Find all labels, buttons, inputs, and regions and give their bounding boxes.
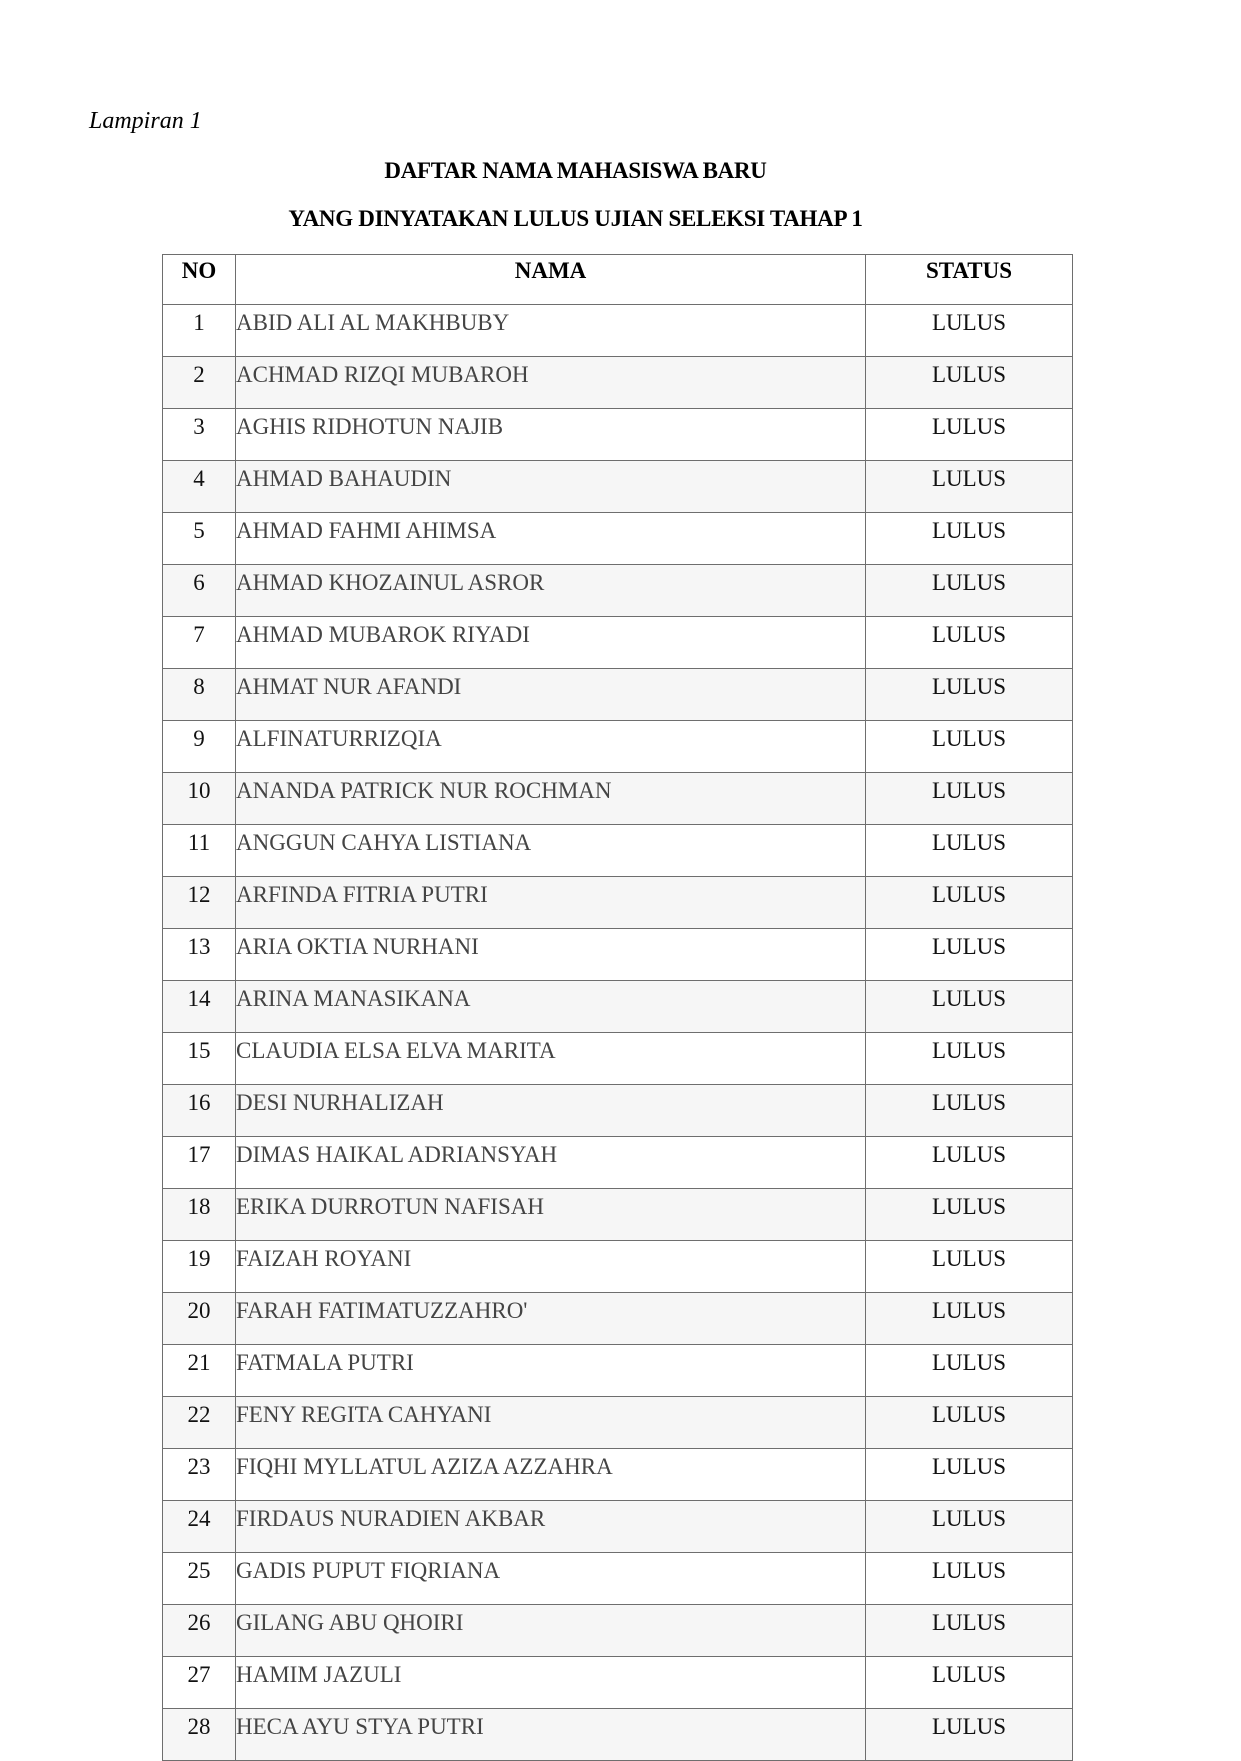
row-number: 16	[163, 1085, 236, 1137]
row-number: 1	[163, 305, 236, 357]
table-row	[163, 877, 1073, 929]
table-row	[163, 1605, 1073, 1657]
student-name: HAMIM JAZULI	[236, 1657, 866, 1709]
student-name: FARAH FATIMATUZZAHRO'	[236, 1293, 866, 1345]
status-cell: LULUS	[866, 409, 1073, 461]
table-row	[163, 1189, 1073, 1241]
status-cell: LULUS	[866, 877, 1073, 929]
table-row	[163, 1033, 1073, 1085]
student-name: GADIS PUPUT FIQRIANA	[236, 1553, 866, 1605]
status-cell: LULUS	[866, 1137, 1073, 1189]
table-row	[163, 1241, 1073, 1293]
table-row	[163, 773, 1073, 825]
status-cell: LULUS	[866, 1709, 1073, 1761]
table-row	[163, 1137, 1073, 1189]
row-number: 13	[163, 929, 236, 981]
row-number: 19	[163, 1241, 236, 1293]
student-name: FAIZAH ROYANI	[236, 1241, 866, 1293]
status-cell: LULUS	[866, 1189, 1073, 1241]
student-name: FATMALA PUTRI	[236, 1345, 866, 1397]
table-body	[163, 305, 1073, 1761]
status-cell: LULUS	[866, 1449, 1073, 1501]
student-name: DIMAS HAIKAL ADRIANSYAH	[236, 1137, 866, 1189]
row-number: 9	[163, 721, 236, 773]
status-cell: LULUS	[866, 1553, 1073, 1605]
table-row	[163, 1293, 1073, 1345]
status-cell: LULUS	[866, 1293, 1073, 1345]
table-row	[163, 1085, 1073, 1137]
student-name: AHMAD FAHMI AHIMSA	[236, 513, 866, 565]
row-number: 18	[163, 1189, 236, 1241]
appendix-label: Lampiran 1	[89, 108, 202, 134]
status-cell: LULUS	[866, 825, 1073, 877]
table-row	[163, 1449, 1073, 1501]
table-row	[163, 669, 1073, 721]
student-name: ACHMAD RIZQI MUBAROH	[236, 357, 866, 409]
status-cell: LULUS	[866, 1085, 1073, 1137]
status-cell: LULUS	[866, 1345, 1073, 1397]
status-cell: LULUS	[866, 669, 1073, 721]
student-name: DESI NURHALIZAH	[236, 1085, 866, 1137]
student-name: ANGGUN CAHYA LISTIANA	[236, 825, 866, 877]
student-name: ABID ALI AL MAKHBUBY	[236, 305, 866, 357]
student-name: HECA AYU STYA PUTRI	[236, 1709, 866, 1761]
table-row	[163, 565, 1073, 617]
table-row	[163, 1709, 1073, 1761]
row-number: 3	[163, 409, 236, 461]
table-row	[163, 1553, 1073, 1605]
row-number: 17	[163, 1137, 236, 1189]
status-cell: LULUS	[866, 565, 1073, 617]
row-number: 23	[163, 1449, 236, 1501]
student-table	[162, 254, 1073, 1761]
status-cell: LULUS	[866, 1657, 1073, 1709]
table-row	[163, 1397, 1073, 1449]
status-cell: LULUS	[866, 357, 1073, 409]
status-cell: LULUS	[866, 981, 1073, 1033]
status-cell: LULUS	[866, 929, 1073, 981]
row-number: 12	[163, 877, 236, 929]
student-name: ALFINATURRIZQIA	[236, 721, 866, 773]
row-number: 7	[163, 617, 236, 669]
status-cell: LULUS	[866, 1033, 1073, 1085]
row-number: 26	[163, 1605, 236, 1657]
status-cell: LULUS	[866, 773, 1073, 825]
header-status: STATUS	[866, 255, 1073, 305]
student-name: CLAUDIA ELSA ELVA MARITA	[236, 1033, 866, 1085]
row-number: 25	[163, 1553, 236, 1605]
row-number: 2	[163, 357, 236, 409]
status-cell: LULUS	[866, 1501, 1073, 1553]
status-cell: LULUS	[866, 513, 1073, 565]
table-row	[163, 721, 1073, 773]
header-no: NO	[163, 255, 236, 305]
row-number: 20	[163, 1293, 236, 1345]
row-number: 15	[163, 1033, 236, 1085]
table-row	[163, 461, 1073, 513]
status-cell: LULUS	[866, 721, 1073, 773]
table-row	[163, 305, 1073, 357]
status-cell: LULUS	[866, 1241, 1073, 1293]
table-row	[163, 1345, 1073, 1397]
status-cell: LULUS	[866, 617, 1073, 669]
student-name: ARINA MANASIKANA	[236, 981, 866, 1033]
student-name: AHMAD MUBAROK RIYADI	[236, 617, 866, 669]
student-name: AGHIS RIDHOTUN NAJIB	[236, 409, 866, 461]
document-title: DAFTAR NAMA MAHASISWA BARU	[384, 158, 767, 183]
student-name: ARIA OKTIA NURHANI	[236, 929, 866, 981]
table-row	[163, 513, 1073, 565]
status-cell: LULUS	[866, 461, 1073, 513]
row-number: 22	[163, 1397, 236, 1449]
table-row	[163, 409, 1073, 461]
student-name: FIQHI MYLLATUL AZIZA AZZAHRA	[236, 1449, 866, 1501]
student-name: ARFINDA FITRIA PUTRI	[236, 877, 866, 929]
status-cell: LULUS	[866, 1397, 1073, 1449]
row-number: 14	[163, 981, 236, 1033]
student-name: FENY REGITA CAHYANI	[236, 1397, 866, 1449]
table-row	[163, 981, 1073, 1033]
table-row	[163, 1501, 1073, 1553]
table-row	[163, 825, 1073, 877]
student-name: FIRDAUS NURADIEN AKBAR	[236, 1501, 866, 1553]
document-subtitle: YANG DINYATAKAN LULUS UJIAN SELEKSI TAHAP 1	[288, 206, 863, 231]
table-row	[163, 929, 1073, 981]
student-name: AHMAT NUR AFANDI	[236, 669, 866, 721]
student-name: AHMAD BAHAUDIN	[236, 461, 866, 513]
table-row	[163, 617, 1073, 669]
status-cell: LULUS	[866, 1605, 1073, 1657]
row-number: 10	[163, 773, 236, 825]
student-name: GILANG ABU QHOIRI	[236, 1605, 866, 1657]
table-row	[163, 1657, 1073, 1709]
row-number: 21	[163, 1345, 236, 1397]
status-cell: LULUS	[866, 305, 1073, 357]
row-number: 24	[163, 1501, 236, 1553]
row-number: 5	[163, 513, 236, 565]
row-number: 6	[163, 565, 236, 617]
row-number: 27	[163, 1657, 236, 1709]
row-number: 8	[163, 669, 236, 721]
student-name: AHMAD KHOZAINUL ASROR	[236, 565, 866, 617]
header-nama: NAMA	[236, 255, 866, 305]
table-header-row	[163, 255, 1073, 305]
student-name: ERIKA DURROTUN NAFISAH	[236, 1189, 866, 1241]
row-number: 4	[163, 461, 236, 513]
row-number: 11	[163, 825, 236, 877]
table-row	[163, 357, 1073, 409]
student-name: ANANDA PATRICK NUR ROCHMAN	[236, 773, 866, 825]
row-number: 28	[163, 1709, 236, 1761]
